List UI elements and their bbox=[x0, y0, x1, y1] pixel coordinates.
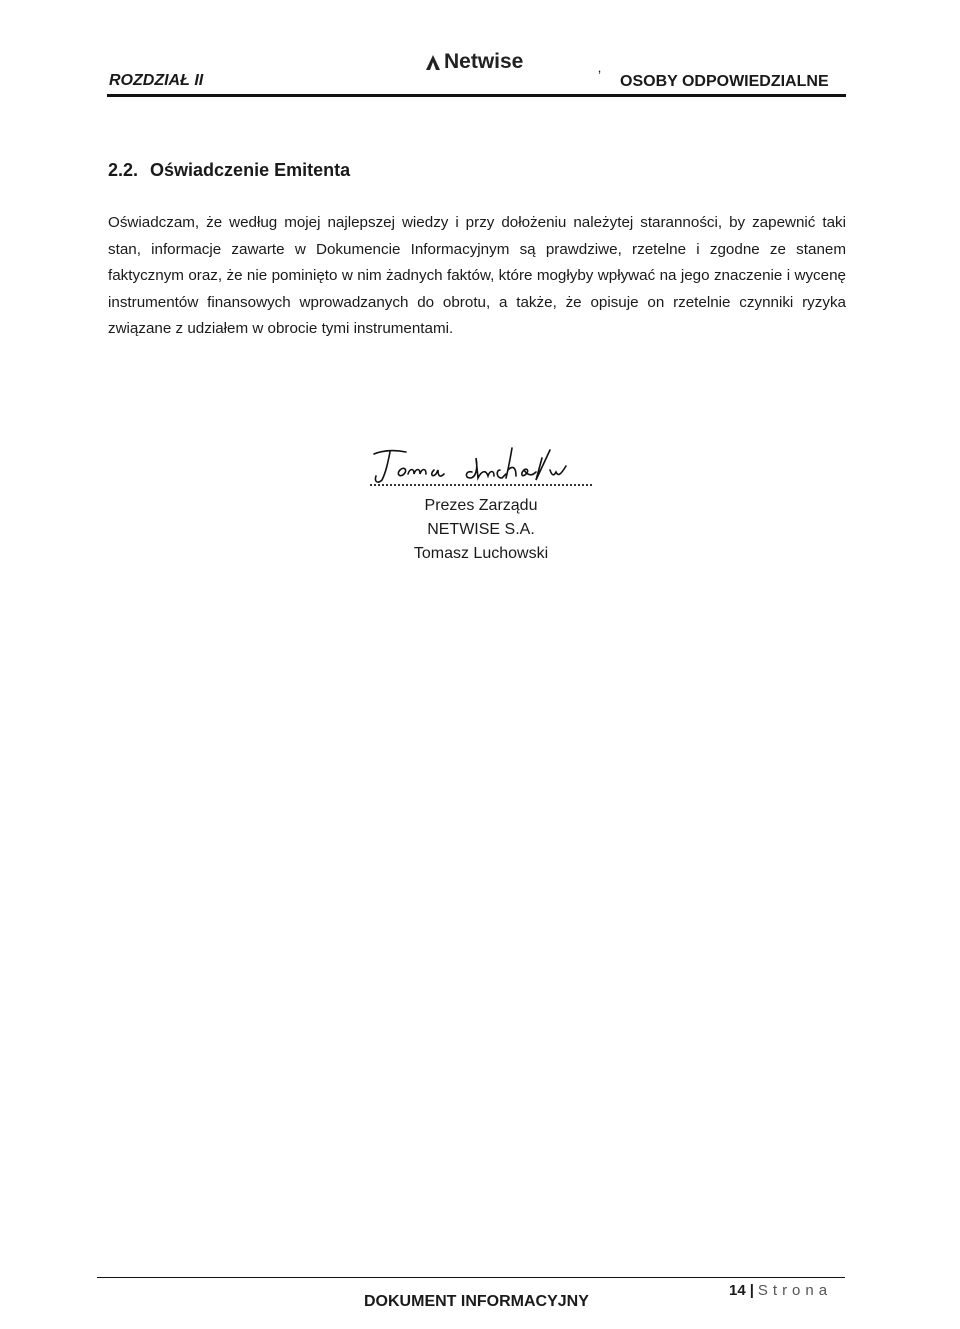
signature-block bbox=[366, 440, 596, 566]
page-number: 14 bbox=[729, 1282, 746, 1299]
section-name-label: OSOBY ODPOWIEDZIALNE bbox=[620, 73, 829, 90]
footer-document-type: DOKUMENT INFORMACYJNY bbox=[364, 1293, 589, 1310]
footer-divider bbox=[97, 1277, 845, 1278]
footer-page-indicator bbox=[729, 1282, 832, 1299]
section-heading bbox=[108, 160, 350, 181]
scan-mark: ʼ bbox=[598, 68, 602, 84]
company-logo bbox=[424, 50, 523, 74]
section-number: 2.2. bbox=[108, 160, 139, 180]
page-separator: | bbox=[749, 1282, 754, 1299]
header-divider bbox=[107, 94, 846, 97]
handwritten-signature bbox=[366, 440, 596, 490]
section-title: Oświadczenie Emitenta bbox=[150, 160, 351, 180]
logo-text: Netwise bbox=[444, 50, 524, 73]
signer-name: Tomasz Luchowski bbox=[413, 545, 549, 562]
signer-company: NETWISE S.A. bbox=[427, 521, 535, 538]
chapter-label: ROZDZIAŁ II bbox=[109, 72, 204, 89]
signature-line bbox=[370, 484, 592, 486]
signer-role: Prezes Zarządu bbox=[424, 497, 538, 514]
logo-mark-icon bbox=[424, 53, 442, 71]
statement-paragraph: Oświadczam, że według mojej najlepszej wiedzy i przy dołożeniu należytej staranności, by zapewnić taki stan, informacje zawarte w Dokumencie Informacyjnym są prawdziwe, rzetelne i zgodne ze stanem faktycznym oraz, że nie pominięto w nim żadnych faktów, które mogłyby wpływać na jego znaczenie i wycenę instrumentów finansowych wprowadzanych do obrotu, a także, że opisuje on rzetelnie czynniki ryzyka związane z udziałem w obrocie tymi instrumentami. bbox=[108, 214, 846, 337]
page-word: Strona bbox=[757, 1282, 833, 1299]
